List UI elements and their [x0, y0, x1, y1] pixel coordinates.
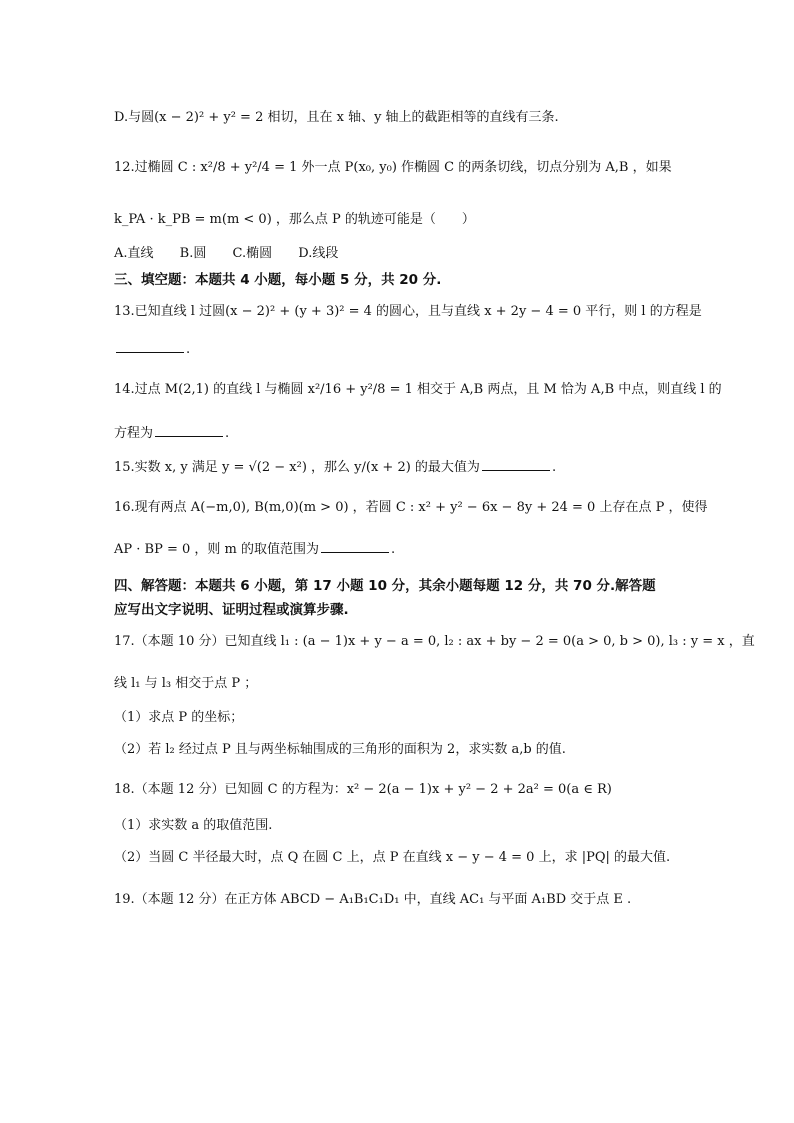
q16-stem-line2	[114, 540, 395, 560]
q14-stem: 14.过点 M(2,1) 的直线 l 与椭圆 x²/16 + y²/8 = 1 相交于 A,B 两点，且 M 恰为 A,B 中点，则直线 l 的	[114, 382, 722, 397]
q18-part-1: （1）求实数 a 的取值范围.	[114, 818, 273, 833]
q12-option-a: A.直线	[114, 246, 154, 261]
q17-part-1: （1）求点 P 的坐标；	[114, 710, 244, 725]
q13-period: .	[186, 342, 191, 357]
q15-text: 15.实数 x, y 满足 y = √(2 − x²) ，那么 y/(x + 2) 的最大值为	[114, 460, 480, 475]
q14-period: .	[225, 426, 230, 441]
q15-answer-blank[interactable]	[482, 458, 550, 471]
q15-stem	[114, 458, 556, 478]
q13-answer-blank[interactable]	[116, 340, 184, 353]
q16-answer-blank[interactable]	[321, 540, 389, 553]
q16-text: AP · BP = 0 ，则 m 的取值范围为	[114, 542, 319, 557]
q17-part-2: （2）若 l₂ 经过点 P 且与两坐标轴围成的三角形的面积为 2，求实数 a,b 的值.	[114, 742, 566, 757]
section-3-heading: 三、填空题：本题共 4 小题，每小题 5 分，共 20 分.	[114, 272, 442, 288]
section-4-heading-line2: 应写出文字说明、证明过程或演算步骤.	[114, 602, 349, 618]
q17-stem-line2: 线 l₁ 与 l₃ 相交于点 P ；	[114, 676, 258, 691]
q16-period: .	[391, 542, 396, 557]
q19-stem: 19.（本题 12 分）在正方体 ABCD − A₁B₁C₁D₁ 中，直线 AC₁ 与平面 A₁BD 交于点 E .	[114, 892, 632, 907]
q11-option-d: D.与圆(x − 2)² + y² = 2 相切，且在 x 轴、y 轴上的截距相等的直线有三条.	[114, 110, 559, 125]
q12-stem-line2: k_PA · k_PB = m(m < 0) ，那么点 P 的轨迹可能是（ ）	[114, 212, 475, 227]
section-4-heading-line1: 四、解答题：本题共 6 小题，第 17 小题 10 分，其余小题每题 12 分，共 70 分.解答题	[114, 578, 656, 594]
q16-stem-line1: 16.现有两点 A(−m,0), B(m,0)(m > 0) ，若圆 C : x² + y² − 6x − 8y + 24 = 0 上存在点 P ，使得	[114, 500, 708, 515]
q14-answer-blank[interactable]	[155, 424, 223, 437]
q14-answer-prefix: 方程为	[114, 426, 154, 441]
q17-stem-line1: 17.（本题 10 分）已知直线 l₁ : (a − 1)x + y − a = 0, l₂ : ax + by − 2 = 0(a > 0, b > 0), l₃ : y = x ，直	[114, 634, 755, 649]
q12-option-d: D.线段	[298, 246, 339, 261]
q12-options	[114, 244, 360, 264]
q18-stem: 18.（本题 12 分）已知圆 C 的方程为：x² − 2(a − 1)x + y² − 2 + 2a² = 0(a ∈ R)	[114, 782, 612, 797]
q12-option-c: C.椭圆	[232, 246, 273, 261]
q12-option-b: B.圆	[179, 246, 207, 261]
q15-period: .	[551, 460, 557, 475]
q14-answer-line	[114, 424, 229, 444]
q13-answer-line	[114, 340, 190, 360]
q12-stem-line1: 12.过椭圆 C : x²/8 + y²/4 = 1 外一点 P(x₀, y₀) 作椭圆 C 的两条切线，切点分别为 A,B ，如果	[114, 160, 672, 175]
q18-part-2: （2）当圆 C 半径最大时，点 Q 在圆 C 上，点 P 在直线 x − y − 4 = 0 上，求 |PQ| 的最大值.	[114, 850, 671, 865]
q13-stem: 13.已知直线 l 过圆(x − 2)² + (y + 3)² = 4 的圆心，且与直线 x + 2y − 4 = 0 平行，则 l 的方程是	[114, 304, 702, 319]
